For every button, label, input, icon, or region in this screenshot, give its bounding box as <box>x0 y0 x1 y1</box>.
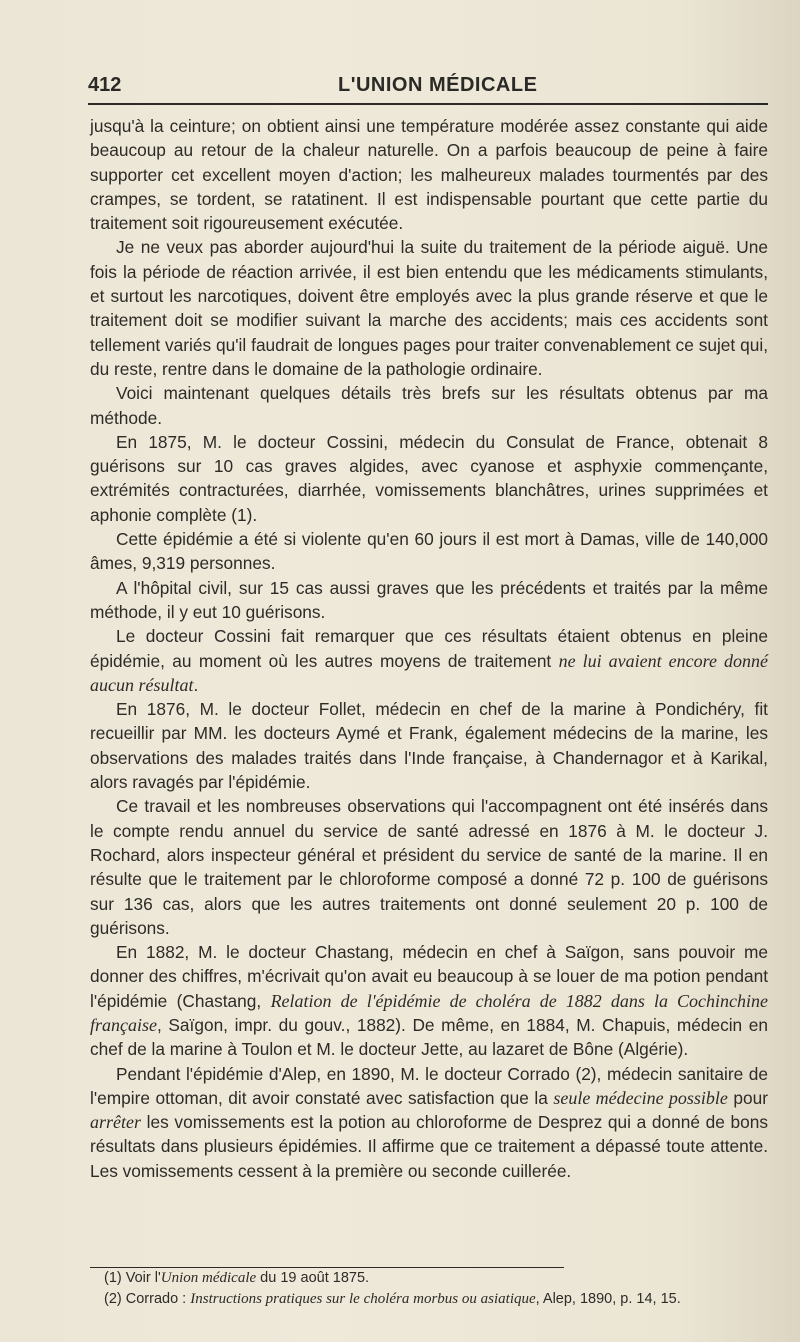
paragraph: Cette épidémie a été si violente qu'en 60 jours il est mort à Damas, ville de 140,000 âmes, 9,319 personnes. <box>90 529 768 574</box>
footnote-text: , Alep, 1890, p. 14, 15. <box>535 1290 681 1307</box>
footnote-text: du 19 août 1875. <box>256 1270 370 1286</box>
footnote <box>90 1268 768 1289</box>
paragraph: En 1876, M. le docteur Follet, médecin en chef de la marine à Pondichéry, fit recueillir par MM. les docteurs Aymé et Frank, également médecins de la marine, les observations des malades traités dans l'Inde française, à Chandernagor et à Karikal, alors ravagés par l'épidémie. <box>90 699 768 793</box>
footnote-text: (1) Voir l' <box>104 1270 161 1286</box>
paragraph <box>90 624 768 697</box>
paragraph <box>90 1062 768 1183</box>
footnote-text: (2) Corrado : <box>104 1290 191 1307</box>
paragraph-text: En 1882, M. le docteur Chastang, médecin en chef à Saïgon, sans pouvoir me donner des chiffres, m'écrivait qu'on avait eu beaucoup à se louer de ma potion pendant l'épidémie (Chastang, <box>90 942 768 1011</box>
paragraph-text: , Saïgon, impr. du gouv., 1882). De même, en 1884, M. Chapuis, médecin en chef de la marine à Toulon et M. le docteur Jette, au lazaret de Bône (Algérie). <box>90 1014 768 1060</box>
paragraph: Voici maintenant quelques détails très brefs sur les résultats obtenus par ma méthode. <box>90 383 768 428</box>
paragraph: A l'hôpital civil, sur 15 cas aussi graves que les précédents et traités par la même méthode, il y eut 10 guérisons. <box>90 577 768 622</box>
body-text <box>90 114 768 1183</box>
footnote-emphasis: Instructions pratiques sur le choléra morbus ou asiatique <box>190 1290 536 1307</box>
page-header <box>88 74 768 100</box>
paragraph-text: les vomissements est la potion au chloroforme de Desprez qui a donné de bons résultats dans plusieurs épidémies. Il affirme que ce traitement a dépassé toute attente. Les vomissements cessent à la première ou seconde cuillerée. <box>90 1112 768 1181</box>
paragraph-emphasis: Relation de l'épidémie de choléra de 1882 dans la Cochinchine française <box>90 990 768 1035</box>
header-rule <box>88 103 768 105</box>
footnote-emphasis: Union médicale <box>160 1270 257 1286</box>
paragraph-text: pour <box>727 1087 768 1108</box>
running-title: L'UNION MÉDICALE <box>338 74 538 96</box>
paragraph <box>90 940 768 1061</box>
paragraph: Ce travail et les nombreuses observations qui l'accompagnent ont été insérés dans le compte rendu annuel du service de santé adressé en 1876 à M. le docteur J. Rochard, alors inspecteur général et président du service de santé de la marine. Il en résulte que le traitement par le chloroforme composé a donné 72 p. 100 de guérisons sur 136 cas, alors que les autres traitements ont donné seulement 20 p. 100 de guérisons. <box>90 796 768 938</box>
paragraph-text: Le docteur Cossini fait remarquer que ces résultats étaient obtenus en pleine épidémie, au moment où les autres moyens de traitement <box>90 626 768 671</box>
paragraph: En 1875, M. le docteur Cossini, médecin du Consulat de France, obtenait 8 guérisons sur 10 cas graves algides, avec cyanose et asphyxie commençante, extrémités contracturées, diarrhée, vomissements blanchâtres, urines supprimées et aphonie complète (1). <box>90 431 768 525</box>
paragraph-emphasis: arrêter <box>90 1112 141 1133</box>
page-number: 412 <box>88 74 122 96</box>
paragraph: Je ne veux pas aborder aujourd'hui la suite du traitement de la période aiguë. Une fois la période de réaction arrivée, il est bien entendu que les médicaments stimulants, et surtout les narcotiques, doivent être employés avec la plus grande réserve et que le traitement doit se modifier suivant la marche des accidents; mais ces accidents sont tellement variés qu'il faudrait de longues pages pour traiter convenablement ce sujet qui, du reste, rentre dans le domaine de la pathologie ordinaire. <box>90 237 768 379</box>
paragraph-text: Pendant l'épidémie d'Alep, en 1890, M. le docteur Corrado (2), médecin sanitaire de l'empire ottoman, dit avoir constaté avec satisfaction que la <box>90 1063 768 1108</box>
footnotes <box>90 1268 768 1309</box>
paragraph-text: . <box>193 674 199 695</box>
footnote <box>90 1289 768 1310</box>
paragraph-emphasis: ne lui avaient encore donné aucun résultat <box>90 650 769 695</box>
paragraph-emphasis: seule médecine possible <box>553 1087 728 1108</box>
paragraph: jusqu'à la ceinture; on obtient ainsi une température modérée assez constante qui aide beaucoup au retour de la chaleur naturelle. On a parfois beaucoup de peine à faire supporter cet excellent moyen d'action; les malheureux malades tourmentés par des crampes, se tordent, se ratatinent. Il est indispensable pourtant que cette partie du traitement soit rigoureusement exécutée. <box>90 116 768 234</box>
